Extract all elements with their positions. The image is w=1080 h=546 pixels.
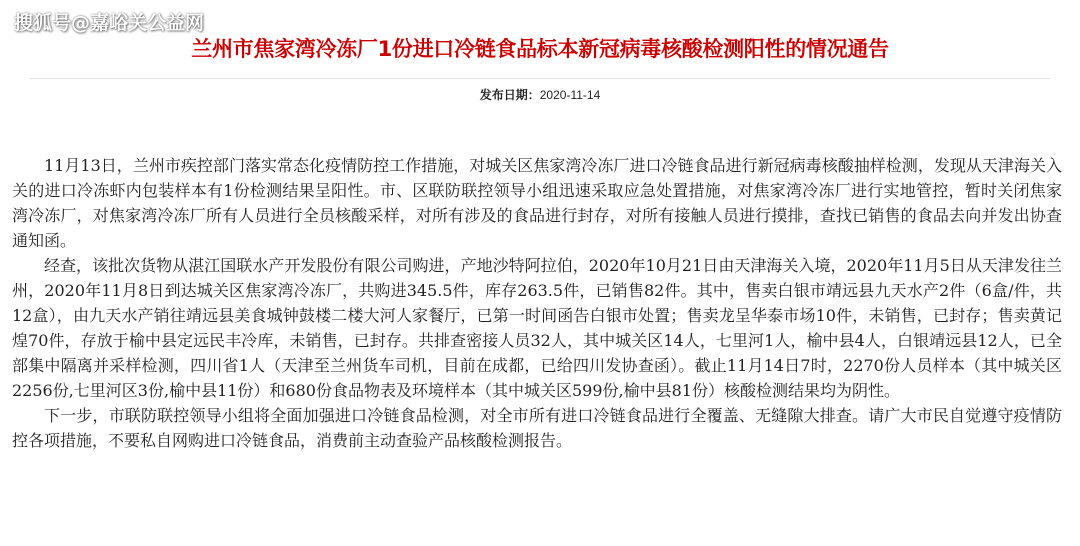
publish-date-value: 2020-11-14 (539, 88, 601, 102)
publish-date-label: 发布日期： (479, 88, 540, 102)
article-paragraph: 下一步，市联防联控领导小组将全面加强进口冷链食品检测，对全市所有进口冷链食品进行全覆盖、无缝隙大排查。请广大市民自觉遵守疫情防控各项措施，不要私自网购进口冷链食品，消费前主动查验产品核酸检测报告。 (12, 406, 1062, 450)
article-title: 兰州市焦家湾冷冻厂1份进口冷链食品标本新冠病毒核酸检测阳性的情况通告 (191, 37, 889, 61)
article-paragraph: 经查，该批次货物从湛江国联水产开发股份有限公司购进，产地沙特阿拉伯，2020年10月21日由天津海关入境，2020年11月5日从天津发往兰州，2020年11月8日到达城关区焦家湾冷冻厂，共购进345.5件，库存263.5件，已销售82件。其中，售卖白银市靖远县九天水产2件（6盒/件，共12盒），由九天水产销往靖远县美食城钟鼓楼二楼大河人家餐厅，已第一时间函告白银市处置；售卖龙呈华泰市场10件，未销售，已封存；售卖黄记煌70件，存放于榆中县定远民丰冷库，未销售，已封存。共排查密接人员32人，其中城关区14人，七里河1人，榆中县4人，白银靖远县12人，已全部集中隔离并采样检测，四川省1人（天津至兰州货车司机，目前在成都，已给四川发协查函）。截止11月14日7时，2270份人员样本（其中城关区2256份,七里河区3份,榆中县11份）和680份食品物表及环境样本（其中城关区599份,榆中县81份）核酸检测结果均为阴性。 (12, 256, 1062, 400)
publish-date (0, 86, 1080, 103)
article-body (12, 153, 1062, 453)
watermark: 搜狐号@嘉峪关公益网 (14, 12, 205, 34)
divider (30, 78, 1050, 79)
article-paragraph: 11月13日，兰州市疾控部门落实常态化疫情防控工作措施，对城关区焦家湾冷冻厂进口冷链食品进行新冠病毒核酸抽样检测，发现从天津海关入关的进口冷冻虾内包装样本有1份检测结果呈阳性。市、区联防联控领导小组迅速采取应急处置措施，对焦家湾冷冻厂进行实地管控，暂时关闭焦家湾冷冻厂，对焦家湾冷冻厂所有人员进行全员核酸采样，对所有涉及的食品进行封存，对所有接触人员进行摸排，查找已销售的食品去向并发出协查通知函。 (12, 156, 1062, 250)
